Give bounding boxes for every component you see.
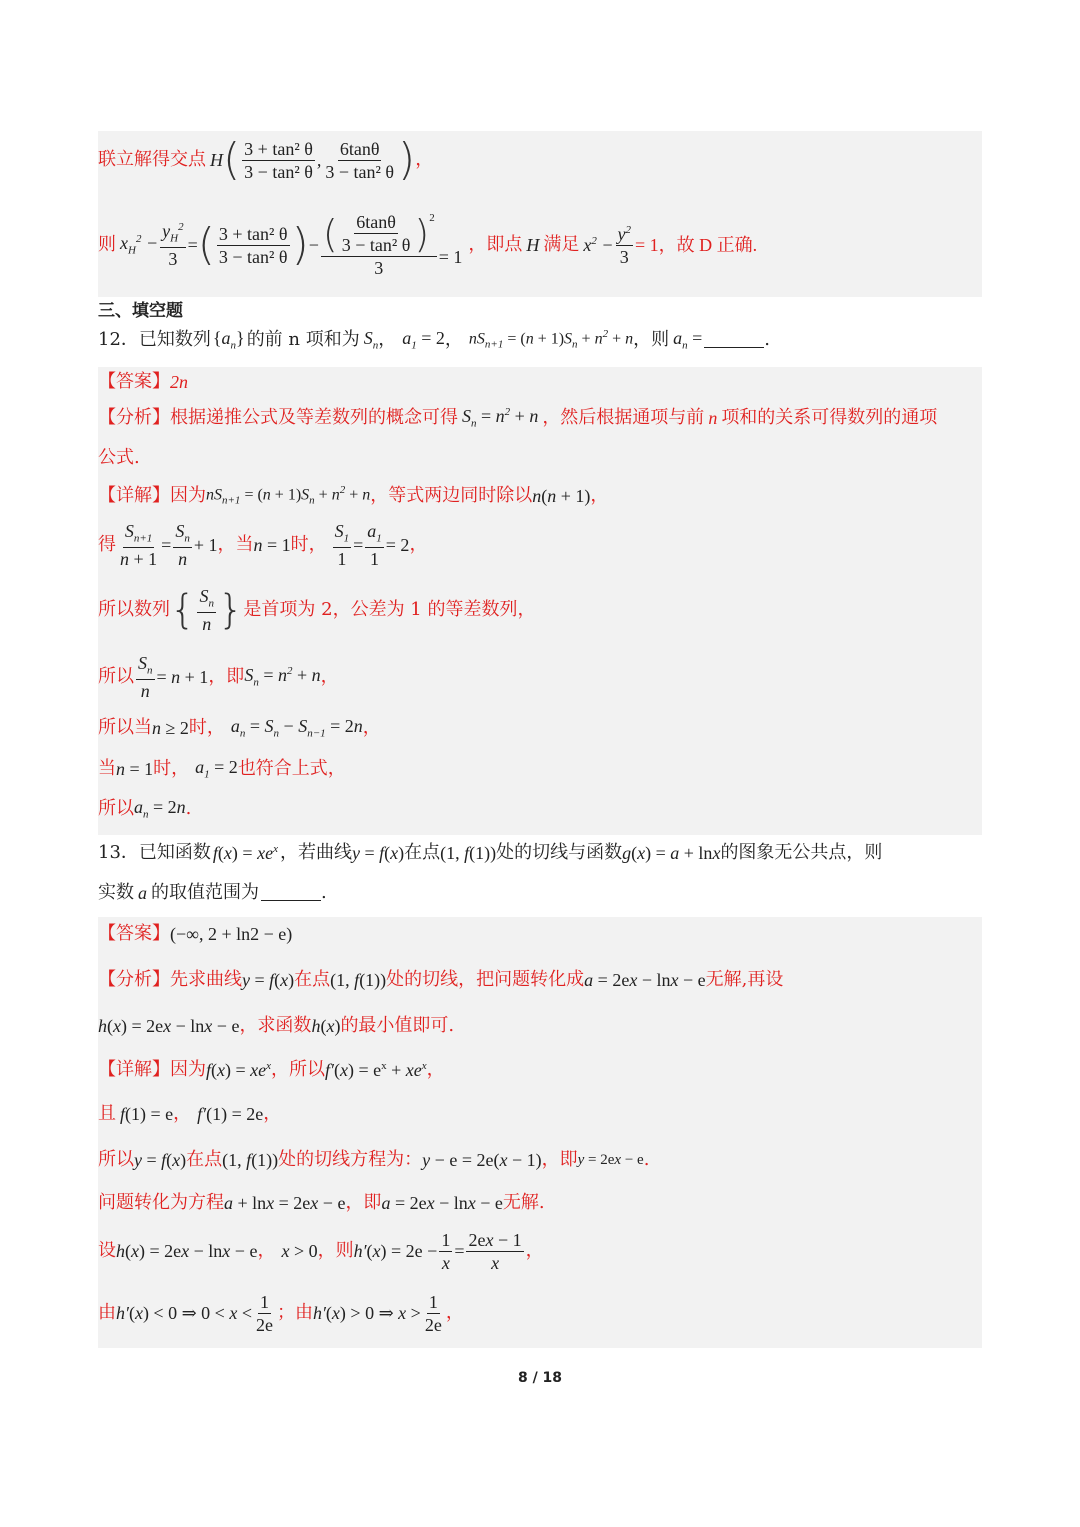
equation-xh-yh: $x_H^2$ − [120, 232, 159, 257]
q13-detail-line2: 且 f(1) = e ， f′(1) = 2e ， [98, 1103, 282, 1124]
q12-analysis-line1: 【分析】 根据递推公式及等差数列的概念可得 $S_n = n^2 + n$ ，然后根据通项与前 n 项和的关系可得数列的通项 [98, 405, 938, 430]
q13-detail-line4: 问题转化为方程 a + lnx = 2ex − e ，即 a = 2ex − lnx − e 无解. [98, 1192, 545, 1213]
then-text: 则 [98, 234, 116, 255]
q12-answer-line: 【答案】 2n [98, 371, 188, 392]
q13-detail-line3: 所以 y = f(x) 在点 (1, f(1)) 处的切线方程为： y − e = 2e(x − 1) ，即 y = 2ex − e . [98, 1149, 650, 1170]
intersection-text: 联立解得交点 [98, 149, 206, 170]
q13-analysis-line2: h(x) = 2ex − lnx − e ，求函数 h(x) 的最小值即可. [98, 1015, 455, 1036]
fraction-yh2-over-3: $\frac{y_H^2}{3}$ [162, 221, 184, 269]
q12-detail-line1: 【详解】 因为 $nS_{n+1} = (n + 1)S_n + n^2 + n$ ，等式两边同时除以 n(n + 1) ， [98, 484, 609, 507]
section-title: 三、填空题 [98, 300, 183, 321]
q13-answer-line: 【答案】 (−∞, 2 + ln2 − e) [98, 923, 293, 944]
fraction-3-plus-tan: $\frac{\text{3 + tan² θ}}{\text{3 − tan² θ}}$ [244, 138, 313, 182]
q13-stem-line1: 13． 已知函数 $f(x) = xe^x$ ，若曲线 y = f(x) 在点 (1, f(1)) 处的切线与函数 g(x) = a + lnx 的图象无公共点，则 [98, 842, 883, 863]
fraction-6tan: $\frac{6\tan\theta}{\text{3 − tan² θ}}$ [325, 138, 395, 182]
q12-detail-line7: 所以 $a_n = 2n$ . [98, 796, 192, 821]
point-h: H [210, 150, 223, 170]
q13-detail-line5: 设 h(x) = 2ex − lnx − e ， x > 0 ，则 h′(x) = 2e − $\frac{1}{x}$ = $\frac{2ex - 1}{x}$ ， [98, 1229, 544, 1273]
intersection-line: 联立解得交点 H ( $\frac{\text{3 + tan² θ}}{\text{3 − tan² θ}}$ , $\frac{6\tan\theta}{\text{3 − tan² θ}}$ ) ， [98, 134, 434, 185]
q12-stem: 12． 已知数列 $\{a_n\}$ 的前 n 项和为 $S_n$ ， $a_1 = 2$ ， $nS_{n+1} = (n + 1)S_n + n^2 + n$ ，则 $a_n$ = . [98, 327, 770, 352]
fraction-yh-value-over-3: ( $\frac{6\tan\theta}{\text{3 − tan² θ}}$ ) $^2$ 3 [322, 211, 435, 278]
q12-detail-line2: 得 $\frac{S_{n+1}}{n + 1}$ = $\frac{S_n}{n}$ + 1 ，当 n = 1 时， $\frac{S_1}{1}$ = $\frac{a_1}{1}$ = 2 ， [98, 521, 428, 569]
q12-detail-line4: 所以 $\frac{S_n}{n}$ = n + 1 ，即 $S_n = n^2 + n$ ， [98, 653, 339, 701]
fraction-xh-value: $\frac{\text{3 + tan² θ}}{\text{3 − tan² θ}}$ [218, 223, 288, 267]
right-paren: ) [398, 134, 416, 185]
q13-stem-line2: 实数 a 的取值范围为 . [98, 882, 327, 903]
q12-detail-line6: 当 n = 1 时， $a_1 = 2$ 也符合上式， [98, 756, 346, 781]
q13-detail-line1: 【详解】 因为 $f(x) = xe^x$ ，所以 $f'(x) = e^x + xe^x$ ， [98, 1059, 445, 1080]
q12-detail-line5: 所以当 n ≥ 2 时， $a_n = S_n - S_{n-1} = 2n$ ， [98, 715, 381, 740]
q12-answer-blank [704, 333, 764, 348]
left-paren: ( [223, 134, 241, 185]
page-number: 8 / 18 [517, 1370, 563, 1386]
q13-answer-blank [261, 886, 321, 901]
q13-detail-line6: 由 h′(x) < 0 ⇒ 0 < x < $\frac{1}{2e}$ ；由 h′(x) > 0 ⇒ x > $\frac{1}{2e}$ ， [98, 1291, 464, 1335]
q12-detail-line3: 所以数列 { $\frac{S_n}{n}$ } 是首项为 2，公差为 1 的等差数列， [98, 586, 536, 634]
q13-analysis-line1: 【分析】 先求曲线 y = f(x) 在点 (1, f(1)) 处的切线，把问题转化成 a = 2ex − lnx − e 无解,再设 [98, 969, 784, 990]
verification-line: 则 $x_H^2$ − $\frac{y_H^2}{3}$ = ( $\frac{\text{3 + tan² θ}}{\text{3 − tan² θ}}$ ) − ( $\frac{6\tan\theta}{\text{3 − tan² θ}}$ ) $^2$ 3 = 1 ，即点 H 满足 $x^2$ − $\frac{y^2}{3}$ = 1，故 D 正确. [98, 211, 758, 278]
q12-analysis-line2: 公式. [98, 447, 140, 468]
